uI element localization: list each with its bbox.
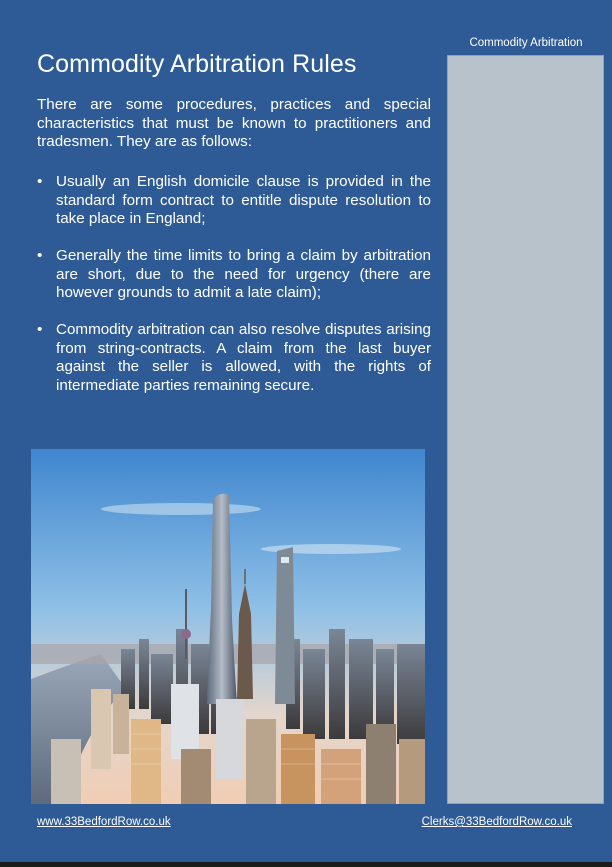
email-link[interactable]: Clerks@33BedfordRow.co.uk — [421, 816, 572, 828]
bottom-bar — [0, 862, 612, 867]
website-link[interactable]: www.33BedfordRow.co.uk — [37, 816, 171, 828]
list-item — [37, 173, 431, 229]
sidebar-panel — [447, 55, 604, 804]
list-item — [37, 247, 431, 303]
bullet-list — [37, 173, 431, 414]
bullet-icon: • — [37, 321, 43, 338]
list-item-text: Commodity arbitration can also resolve disputes arising from string-contracts. A claim from the last buyer against the seller is allowed, with the rights of intermediate parties remaining secure. — [56, 321, 431, 394]
list-item — [37, 321, 431, 395]
skyline-photo — [31, 449, 425, 804]
sidebar-title: Commodity Arbitration — [469, 37, 583, 49]
page-title: Commodity Arbitration Rules — [37, 50, 357, 78]
list-item-text: Usually an English domicile clause is provided in the standard form contract to entitle dispute resolution to take place in England; — [56, 173, 431, 227]
bullet-icon: • — [37, 173, 43, 190]
intro-paragraph: There are some procedures, practices and special characteristics that must be known to practitioners and tradesmen. They are as follows: — [37, 96, 431, 150]
bullet-icon: • — [37, 247, 43, 264]
list-item-text: Generally the time limits to bring a claim by arbitration are short, due to the need for urgency (there are however grounds to admit a late claim); — [56, 247, 431, 301]
